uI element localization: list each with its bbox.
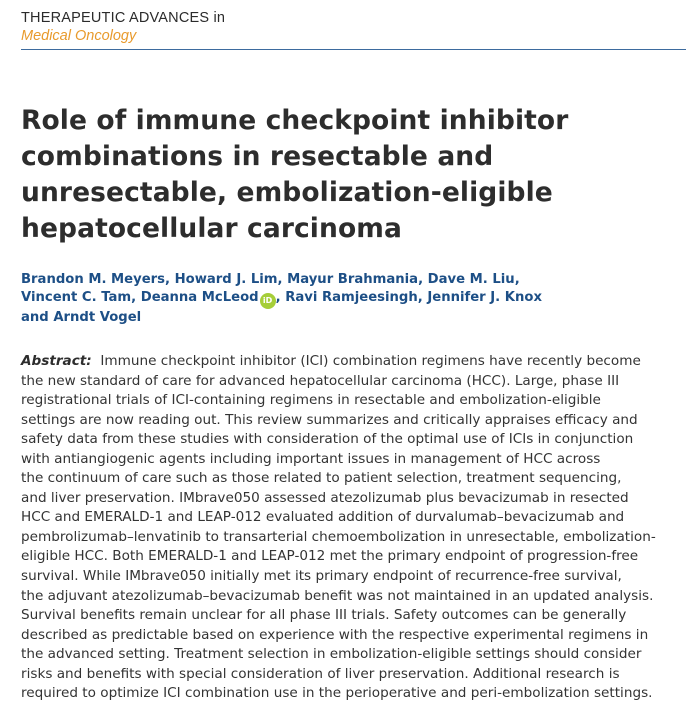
abstract — [21, 352, 681, 704]
abstract-line: eligible HCC. Both EMERALD-1 and LEAP-012 met the primary endpoint of progression-free — [21, 548, 639, 565]
abstract-line: Survival benefits remain unclear for all phase III trials. Safety outcomes can be generally — [21, 607, 627, 624]
orcid-icon[interactable]: iD — [260, 293, 276, 309]
abstract-line — [21, 352, 681, 372]
author-names: Vincent C. Tam, Deanna McLeod — [21, 290, 259, 306]
title-line: combinations in resectable and — [21, 141, 494, 172]
article-title — [21, 103, 661, 247]
author-names: , Ravi Ramjeesingh, Jennifer J. Knox — [275, 290, 542, 306]
abstract-line: described as predictable based on experience with the respective experimental regimens in — [21, 626, 649, 643]
abstract-line: the continuum of care such as those related to patient selection, treatment sequencing, — [21, 470, 622, 487]
abstract-line: survival. While IMbrave050 initially met its primary endpoint of recurrence-free survival, — [21, 568, 622, 585]
journal-header — [21, 9, 686, 45]
author-line: Brandon M. Meyers, Howard J. Lim, Mayur Brahmania, Dave M. Liu, — [21, 272, 520, 287]
abstract-text: Immune checkpoint inhibitor (ICI) combination regimens have recently become — [100, 353, 641, 369]
abstract-line: pembrolizumab–lenvatinib to transarterial chemoembolization in unresectable, embolization- — [21, 528, 656, 545]
title-line: hepatocellular carcinoma — [21, 213, 402, 244]
abstract-line: the adjuvant atezolizumab–bevacizumab benefit was not maintained in an updated analysis. — [21, 587, 654, 604]
abstract-label: Abstract: — [21, 353, 92, 369]
abstract-line: risks and benefits with special consideration of liver preservation. Additional research is — [21, 665, 620, 682]
abstract-line: the new standard of care for advanced hepatocellular carcinoma (HCC). Large, phase III — [21, 372, 620, 389]
title-line: unresectable, embolization-eligible — [21, 177, 553, 208]
abstract-line: registrational trials of ICI-containing regimens in resectable and embolization-eligible — [21, 392, 601, 409]
abstract-line: required to optimize ICI combination use in the perioperative and peri-embolization settings. — [21, 685, 653, 702]
journal-name: THERAPEUTIC ADVANCES in — [21, 10, 226, 26]
journal-subtitle: Medical Oncology — [21, 28, 137, 44]
author-line — [21, 289, 581, 309]
abstract-line: settings are now reading out. This review summarizes and critically appraises efficacy and — [21, 411, 638, 428]
header-divider — [21, 49, 686, 50]
abstract-line: HCC and EMERALD-1 and LEAP-012 evaluated addition of durvalumab–bevacizumab and — [21, 509, 625, 526]
abstract-line: with antiangiogenic agents including important issues in management of HCC across — [21, 450, 601, 467]
author-line: and Arndt Vogel — [21, 310, 142, 326]
title-line: Role of immune checkpoint inhibitor — [21, 105, 569, 136]
abstract-line: and liver preservation. IMbrave050 assessed atezolizumab plus bevacizumab in resected — [21, 489, 629, 506]
author-list — [21, 271, 581, 328]
abstract-line: the advanced setting. Treatment selection in embolization-eligible settings should consider — [21, 646, 642, 663]
abstract-line: safety data from these studies with consideration of the optimal use of ICIs in conjunction — [21, 431, 634, 448]
